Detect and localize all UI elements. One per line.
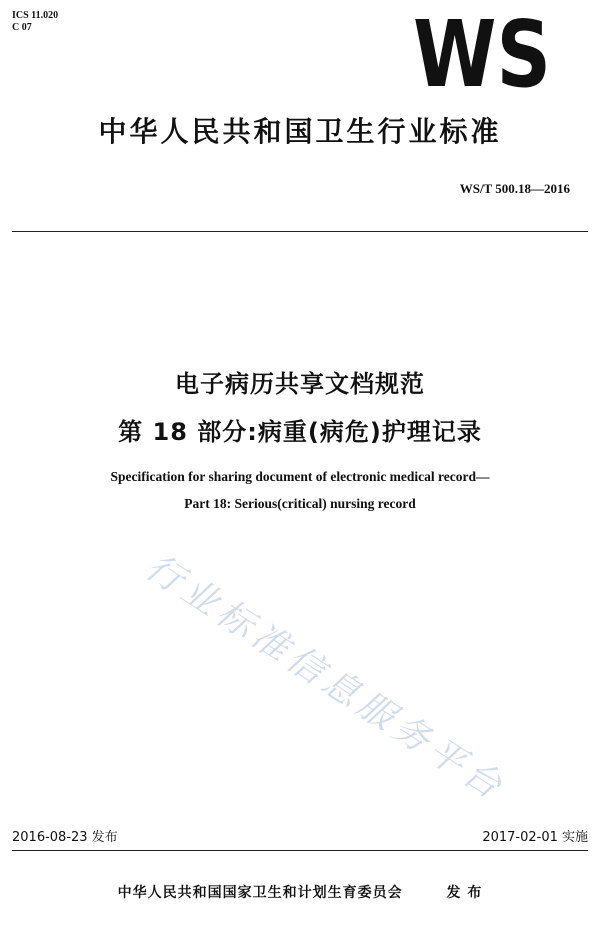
implementation-date: 2017-02-01 实施 [482,830,588,845]
standard-number: WS/T 500.18—2016 [459,181,570,196]
english-title-line-2: Part 18: Serious(critical) nursing record [184,496,416,511]
english-title-line-1: Specification for sharing document of electronic medical record— [110,469,490,484]
classification-codes [12,10,58,34]
publisher-name: 中华人民共和国国家卫生和计划生育委员会 [117,885,403,901]
chinese-title-line-1: 电子病历共享文档规范 [175,370,425,398]
publisher-line [0,882,600,902]
bottom-divider [12,850,588,851]
publish-date: 2016-08-23 发布 [12,830,118,845]
top-divider [12,231,588,232]
watermark-text: 行业标准信息服务平台 [138,546,513,810]
publisher-action: 发 布 [446,885,483,901]
ws-logo-text: WS [413,1,551,108]
ccs-code: C 07 [12,22,32,33]
ws-logo [412,1,552,108]
chinese-title-line-2: 第 18 部分:病重(病危)护理记录 [118,418,482,446]
ics-code: ICS 11.020 [12,10,59,21]
issuing-organization-title: 中华人民共和国卫生行业标准 [98,115,502,148]
